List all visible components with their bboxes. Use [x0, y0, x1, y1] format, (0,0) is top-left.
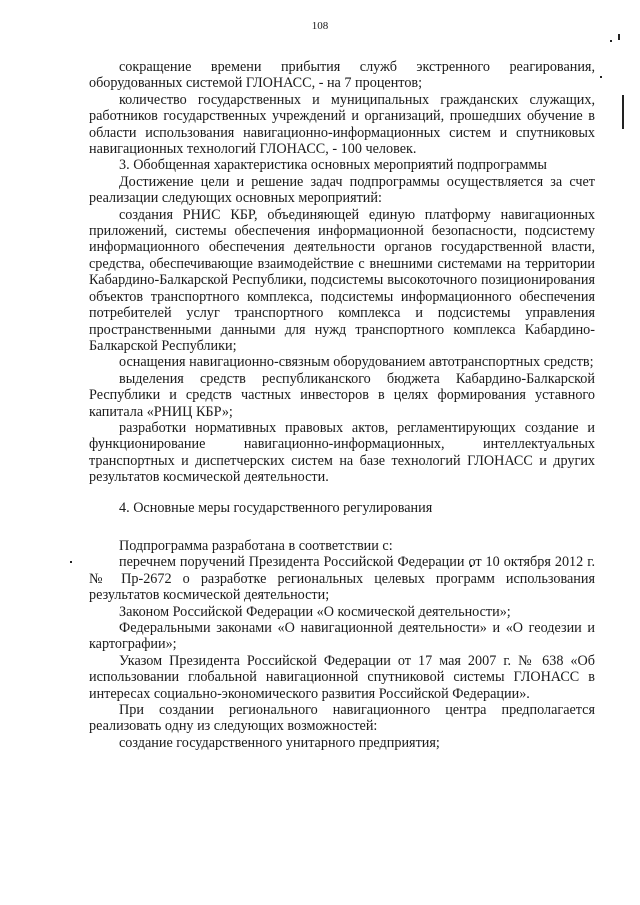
paragraph: Законом Российской Федерации «О космической деятельности»;: [119, 603, 511, 620]
paragraph: перечнем поручений Президента Российской Федерации от 10 октября 2012 г. № Пр-2672 о разработке региональных целевых программ использования результатов космической деятельности;: [89, 554, 595, 604]
paragraph: Подпрограмма разработана в соответствии с:: [119, 537, 393, 554]
paragraph: оснащения навигационно-связным оборудованием автотранспортных средств;: [119, 354, 594, 371]
paragraph: создание государственного унитарного предприятия;: [119, 734, 440, 751]
paragraph: При создании регионального навигационного центра предполагается реализовать одну из следующих возможностей:: [89, 702, 595, 735]
paragraph: разработки нормативных правовых актов, регламентирующих создание и функционирование навигационно-информационных, интеллектуальных транспортных и диспетчерских систем на базе технологий ГЛОНАСС и других результатов космической деятельности.: [89, 419, 595, 486]
section-heading: 4. Основные меры государственного регулирования: [119, 499, 433, 516]
paragraph: сокращение времени прибытия служб экстренного реагирования, оборудованных системой ГЛОНАСС, - на 7 процентов;: [89, 59, 595, 92]
page-number: 108: [311, 20, 329, 32]
scan-mark: [610, 40, 612, 42]
scan-mark: [600, 76, 602, 78]
scan-mark: [70, 561, 72, 563]
paragraph: Указом Президента Российской Федерации от 17 мая 2007 г. № 638 «Об использовании глобальной навигационной спутниковой системы ГЛОНАСС в интересах социально-экономического развития Российской Федерации».: [89, 652, 595, 702]
paragraph: количество государственных и муниципальных гражданских служащих, работников государственных учреждений и организаций, прошедших обучение в области использования навигационно-информационных систем и спутниковых навигационных технологий ГЛОНАСС, - 100 человек.: [89, 91, 595, 158]
paragraph: выделения средств республиканского бюджета Кабардино-Балкарской Республики и средств частных инвесторов в целях формирования уставного капитала «РНИЦ КБР»;: [89, 370, 595, 420]
document-body: [89, 59, 595, 751]
scan-mark: [618, 34, 620, 40]
scan-mark: [622, 95, 624, 129]
section-heading: 3. Обобщенная характеристика основных мероприятий подпрограммы: [119, 157, 547, 174]
paragraph: создания РНИС КБР, объединяющей единую платформу навигационных приложений, системы обеспечения информационной безопасности, подсистему информационного обеспечения деятельности органов государственной власти, средства, обеспечивающие взаимодействие с внешними системами на территории Кабардино-Балкарской Республики, подсистемы высокоточного позиционирования объектов транспортного комплекса, подсистемы информационного обеспечения потребителей услуг транспортного комплекса и подсистемы управления пространственными данными для нужд транспортного комплекса Кабардино-Балкарской Республики;: [89, 206, 595, 354]
paragraph: Федеральными законами «О навигационной деятельности» и «О геодезии и картографии»;: [89, 620, 595, 653]
paragraph: Достижение цели и решение задач подпрограммы осуществляется за счет реализации следующих основных мероприятий:: [89, 173, 595, 207]
